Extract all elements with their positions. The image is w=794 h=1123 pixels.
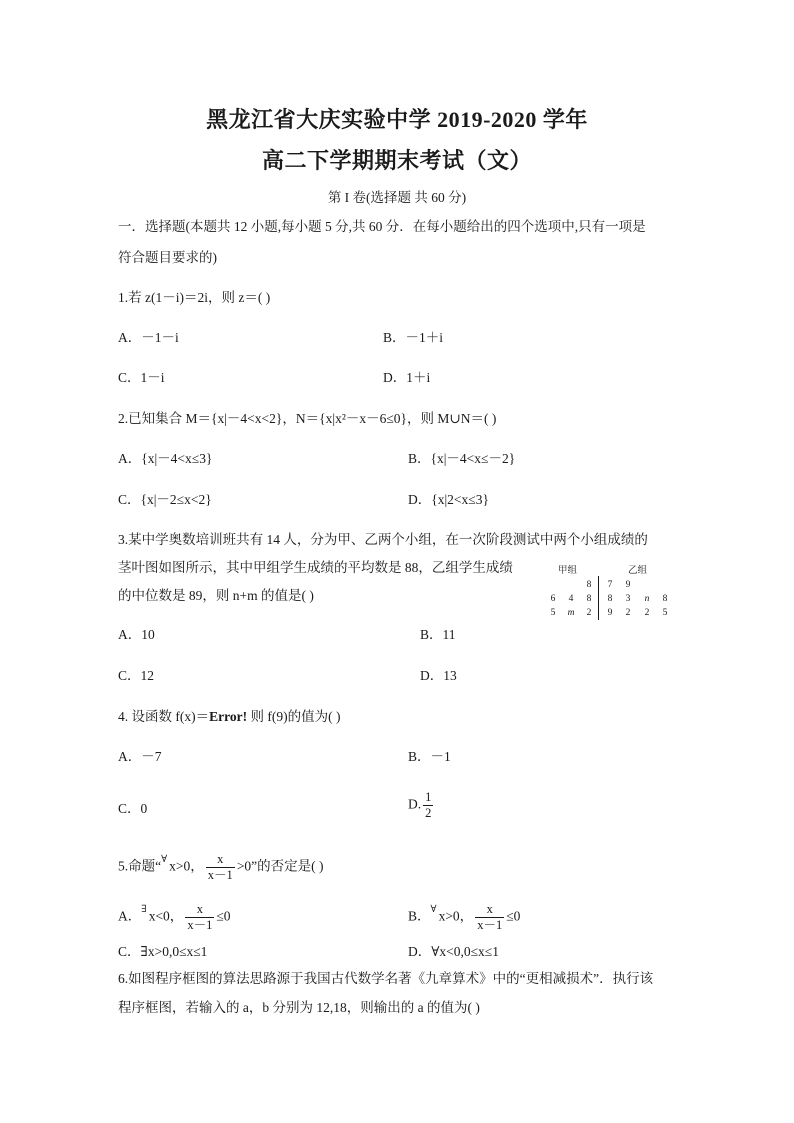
- q3-option-d: D．13: [420, 668, 457, 683]
- q2-stem: 2.已知集合 M＝{x|－4<x<2}，N＝{x|x²－x－6≤0}，则 M∪N＝( ): [118, 411, 497, 426]
- exam-title-line2: 高二下学期期末考试（文）: [261, 148, 532, 173]
- q5-option-c: [118, 944, 207, 960]
- stem-leaf-label-right: 乙组: [628, 566, 648, 576]
- fraction-numerator: 1: [425, 790, 432, 804]
- q5-option-d-rest: x<0,0≤x≤1: [439, 944, 499, 959]
- q2-option-a: A．{x|－4<x≤3}: [118, 451, 213, 466]
- stem-leaf-cell: 5: [662, 608, 668, 618]
- q3-stem-line2: 茎叶图如图所示，其中甲组学生成绩的平均数是 88，乙组学生成绩: [118, 560, 513, 575]
- q5-option-c-label: C．: [118, 944, 141, 959]
- q2-option-c: C．{x|－2≤x<2}: [118, 492, 212, 507]
- q4-stem-after: 则 f(9)的值为( ): [247, 709, 341, 724]
- stem-leaf-label-left: 甲组: [558, 566, 578, 576]
- q3-stem-line3: 的中位数是 89，则 n+m 的值是( ): [118, 588, 314, 603]
- q5-option-b: [408, 902, 520, 933]
- q5-prefix: 5.命题“: [118, 858, 162, 874]
- q5-option-b-fraction: [475, 902, 504, 933]
- intro-line2: 符合题目要求的): [118, 250, 217, 265]
- intro-line1: 一．选择题(本题共 12 小题,每小题 5 分,共 60 分．在每小题给出的四个选项中,只有一项是: [118, 219, 646, 234]
- fraction-numerator: x: [486, 902, 493, 916]
- q2-option-d: D．{x|2<x≤3}: [408, 492, 489, 507]
- stem-leaf-cell: 3: [625, 594, 631, 604]
- q1-option-c: C．1－i: [118, 370, 165, 385]
- forall-icon: ∀: [431, 944, 440, 959]
- q5-option-b-label: B．: [408, 908, 431, 924]
- q4-stem-error: Error!: [209, 709, 248, 724]
- q5-suffix: >0”的否定是( ): [236, 858, 324, 874]
- forall-icon: ∀: [430, 903, 437, 915]
- q3-option-c: C．12: [118, 668, 155, 683]
- q5-condition: x>0，: [169, 858, 204, 874]
- q5-option-b-cond: x>0，: [438, 908, 474, 924]
- q3-stem-line1: 3.某中学奥数培训班共有 14 人，分为甲、乙两个小组，在一次阶段测试中两个小组成绩的: [118, 532, 648, 547]
- exists-icon: ∃: [141, 903, 147, 915]
- q3-option-a: A．10: [118, 627, 155, 642]
- fraction-numerator: x: [196, 902, 203, 916]
- q4-option-d-prefix: D.: [408, 796, 422, 812]
- stem-leaf-cell: 2: [644, 608, 650, 618]
- q5-option-b-le0: ≤0: [506, 908, 521, 924]
- stem-leaf-stem: 7: [607, 580, 613, 590]
- q6-stem-line1: 6.如图程序框图的算法思路源于我国古代数学名著《九章算术》中的“更相减损术”．执行该: [118, 971, 654, 986]
- q1-option-d: D．1＋i: [383, 370, 431, 385]
- exists-icon: ∃: [140, 944, 148, 959]
- q5-fraction: [206, 852, 235, 883]
- q4-option-d: [408, 790, 435, 821]
- stem-leaf-stem: 8: [607, 594, 613, 604]
- q3-option-b: B．11: [420, 627, 456, 642]
- q4-stem-before: 4. 设函数 f(x)＝: [118, 709, 210, 724]
- forall-icon: ∀: [161, 853, 168, 865]
- q4-option-d-fraction: [423, 790, 433, 821]
- fraction-denominator: x－1: [477, 918, 503, 932]
- fraction-denominator: x－1: [187, 918, 213, 932]
- stem-leaf-cell: 8: [586, 580, 592, 590]
- q5-option-a-label: A．: [118, 908, 142, 924]
- q5-option-c-rest: x>0,0≤x≤1: [147, 944, 208, 959]
- stem-leaf-cell: 9: [625, 580, 631, 590]
- fraction-denominator: x－1: [207, 868, 233, 882]
- q1-option-a: A．－1－i: [118, 330, 179, 345]
- stem-leaf-cell: 2: [586, 608, 592, 618]
- q1-option-b: B．－1＋i: [383, 330, 444, 345]
- q6-stem-line2: 程序框图，若输入的 a，b 分别为 12,18，则输出的 a 的值为( ): [118, 1000, 480, 1015]
- q5-option-a-fraction: [185, 902, 214, 933]
- exam-title-line1: 黑龙江省大庆实验中学 2019-2020 学年: [206, 107, 588, 132]
- q4-option-a: A．－7: [118, 749, 162, 764]
- q5-option-a-cond: x<0，: [148, 908, 184, 924]
- stem-leaf-cell: 8: [586, 594, 592, 604]
- stem-leaf-cell: n: [644, 594, 650, 604]
- stem-leaf-plot: [548, 562, 676, 622]
- fraction-numerator: x: [217, 852, 224, 866]
- q4-option-c: C．0: [118, 801, 148, 816]
- stem-leaf-cell: 5: [550, 608, 556, 618]
- stem-leaf-stem: 9: [607, 608, 613, 618]
- q5-option-a: [118, 902, 231, 933]
- q5-stem: [118, 852, 324, 883]
- fraction-denominator: 2: [425, 806, 432, 820]
- q1-stem: 1.若 z(1－i)＝2i，则 z＝( ): [118, 290, 271, 305]
- stem-leaf-cell: m: [567, 608, 575, 618]
- stem-leaf-cell: 2: [625, 608, 631, 618]
- section-heading: 第 I 卷(选择题 共 60 分): [327, 190, 467, 205]
- q2-option-b: B．{x|－4<x≤－2}: [408, 451, 516, 466]
- stem-leaf-cell: 4: [568, 594, 574, 604]
- stem-leaf-cell: 8: [662, 594, 668, 604]
- q4-stem: [118, 709, 340, 725]
- q4-option-b: B．－1: [408, 749, 451, 764]
- q5-option-d-label: D．: [408, 944, 432, 959]
- q5-option-d: [408, 944, 499, 960]
- stem-leaf-cell: 6: [550, 594, 556, 604]
- stem-leaf-divider: [598, 576, 599, 620]
- q5-option-a-le0: ≤0: [216, 908, 231, 924]
